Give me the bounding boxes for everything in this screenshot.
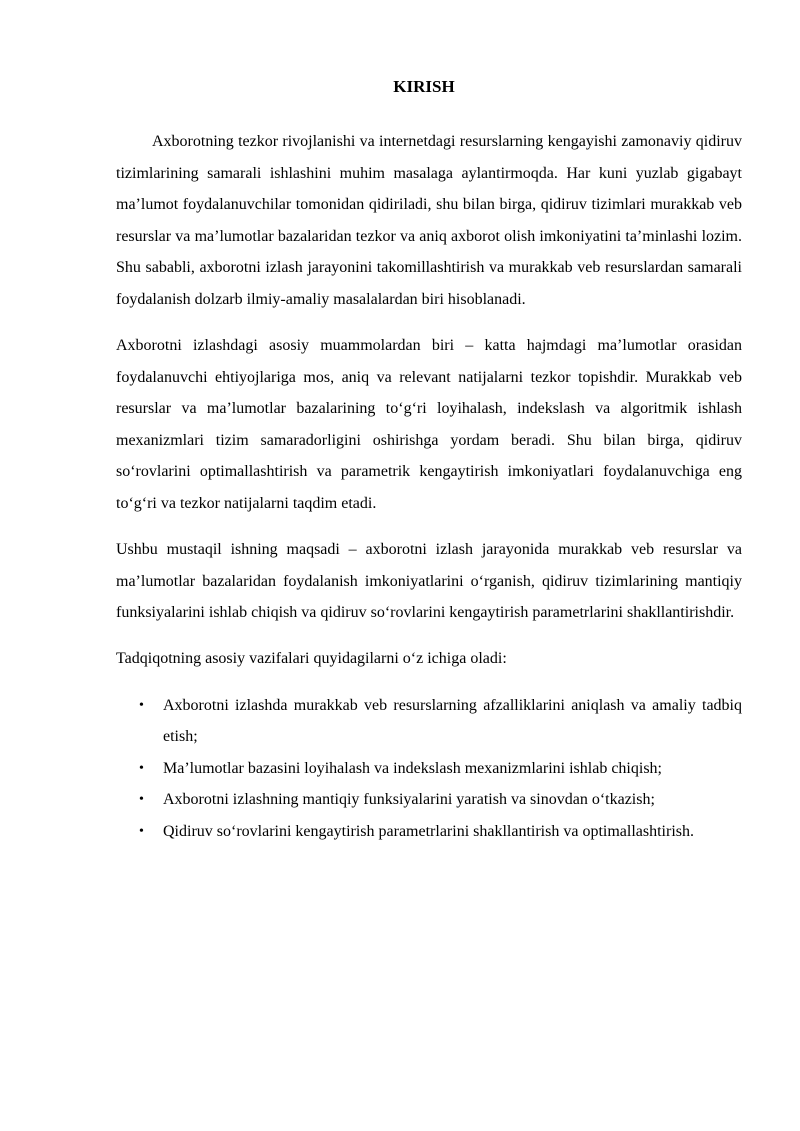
- list-item: [116, 816, 742, 848]
- paragraph-tasks-intro: Tadqiqotning asosiy vazifalari quyidagilarni o‘z ichiga oladi:: [116, 650, 507, 668]
- paragraph-intro: Axborotning tezkor rivojlanishi va internetdagi resurslarning kengayishi zamonaviy qidiruv tizimlarining samarali ishlashini muhim masalaga aylantirmoqda. Har kuni yuzlab gigabayt ma’lumot foydalanuvchilar tomonidan qidiriladi, shu bilan birga, qidiruv tizimlari murakkab veb resurslar va ma’lumotlar bazalaridan tezkor va aniq axborot olish imkoniyatini ta’minlashi lozim. Shu sababli, axborotni izlash jarayonini takomillashtirish va murakkab veb resurslardan samarali foydalanish dolzarb ilmiy-amaliy masalalardan biri hisoblanadi.: [116, 133, 742, 308]
- paragraph-goal: Ushbu mustaqil ishning maqsadi – axborotni izlash jarayonida murakkab veb resurslar va ma’lumotlar bazalaridan foydalanish imkoniyatlarini o‘rganish, qidiruv tizimlarining mantiqiy funksiyalarini ishlab chiqish va qidiruv so‘rovlarini kengaytirish parametrlarini shakllantirishdir.: [116, 541, 742, 622]
- page-title: KIRISH: [393, 77, 455, 96]
- list-item: [116, 784, 742, 816]
- list-item: [116, 753, 742, 785]
- bullet-icon: •: [139, 760, 144, 776]
- list-item-text: Axborotni izlashda murakkab veb resurslarning afzalliklarini aniqlash va amaliy tadbiq etish;: [163, 696, 742, 746]
- bullet-icon: •: [139, 823, 144, 839]
- paragraph-problem: Axborotni izlashdagi asosiy muammolardan biri – katta hajmdagi ma’lumotlar orasidan foydalanuvchi ehtiyojlariga mos, aniq va relevant natijalarni tezkor topishdir. Murakkab veb resurslar va ma’lumotlar bazalarining to‘g‘ri loyihalash, indekslash va algoritmik ishlash mexanizmlari tizim samaradorligini oshirishga yordam beradi. Shu bilan birga, qidiruv so‘rovlarini optimallashtirish va parametrik kengaytirish imkoniyatlari foydalanuvchiga eng to‘g‘ri va tezkor natijalarni taqdim etadi.: [116, 337, 742, 513]
- bullet-icon: •: [139, 697, 144, 713]
- list-item-text: Ma’lumotlar bazasini loyihalash va indekslash mexanizmlarini ishlab chiqish;: [163, 759, 662, 777]
- list-item: [116, 690, 742, 753]
- list-item-text: Axborotni izlashning mantiqiy funksiyalarini yaratish va sinovdan o‘tkazish;: [163, 791, 655, 809]
- list-item-text: Qidiruv so‘rovlarini kengaytirish parametrlarini shakllantirish va optimallashtirish.: [163, 822, 694, 840]
- bullet-icon: •: [139, 792, 144, 808]
- document-body: [116, 126, 742, 847]
- task-list: [116, 690, 742, 848]
